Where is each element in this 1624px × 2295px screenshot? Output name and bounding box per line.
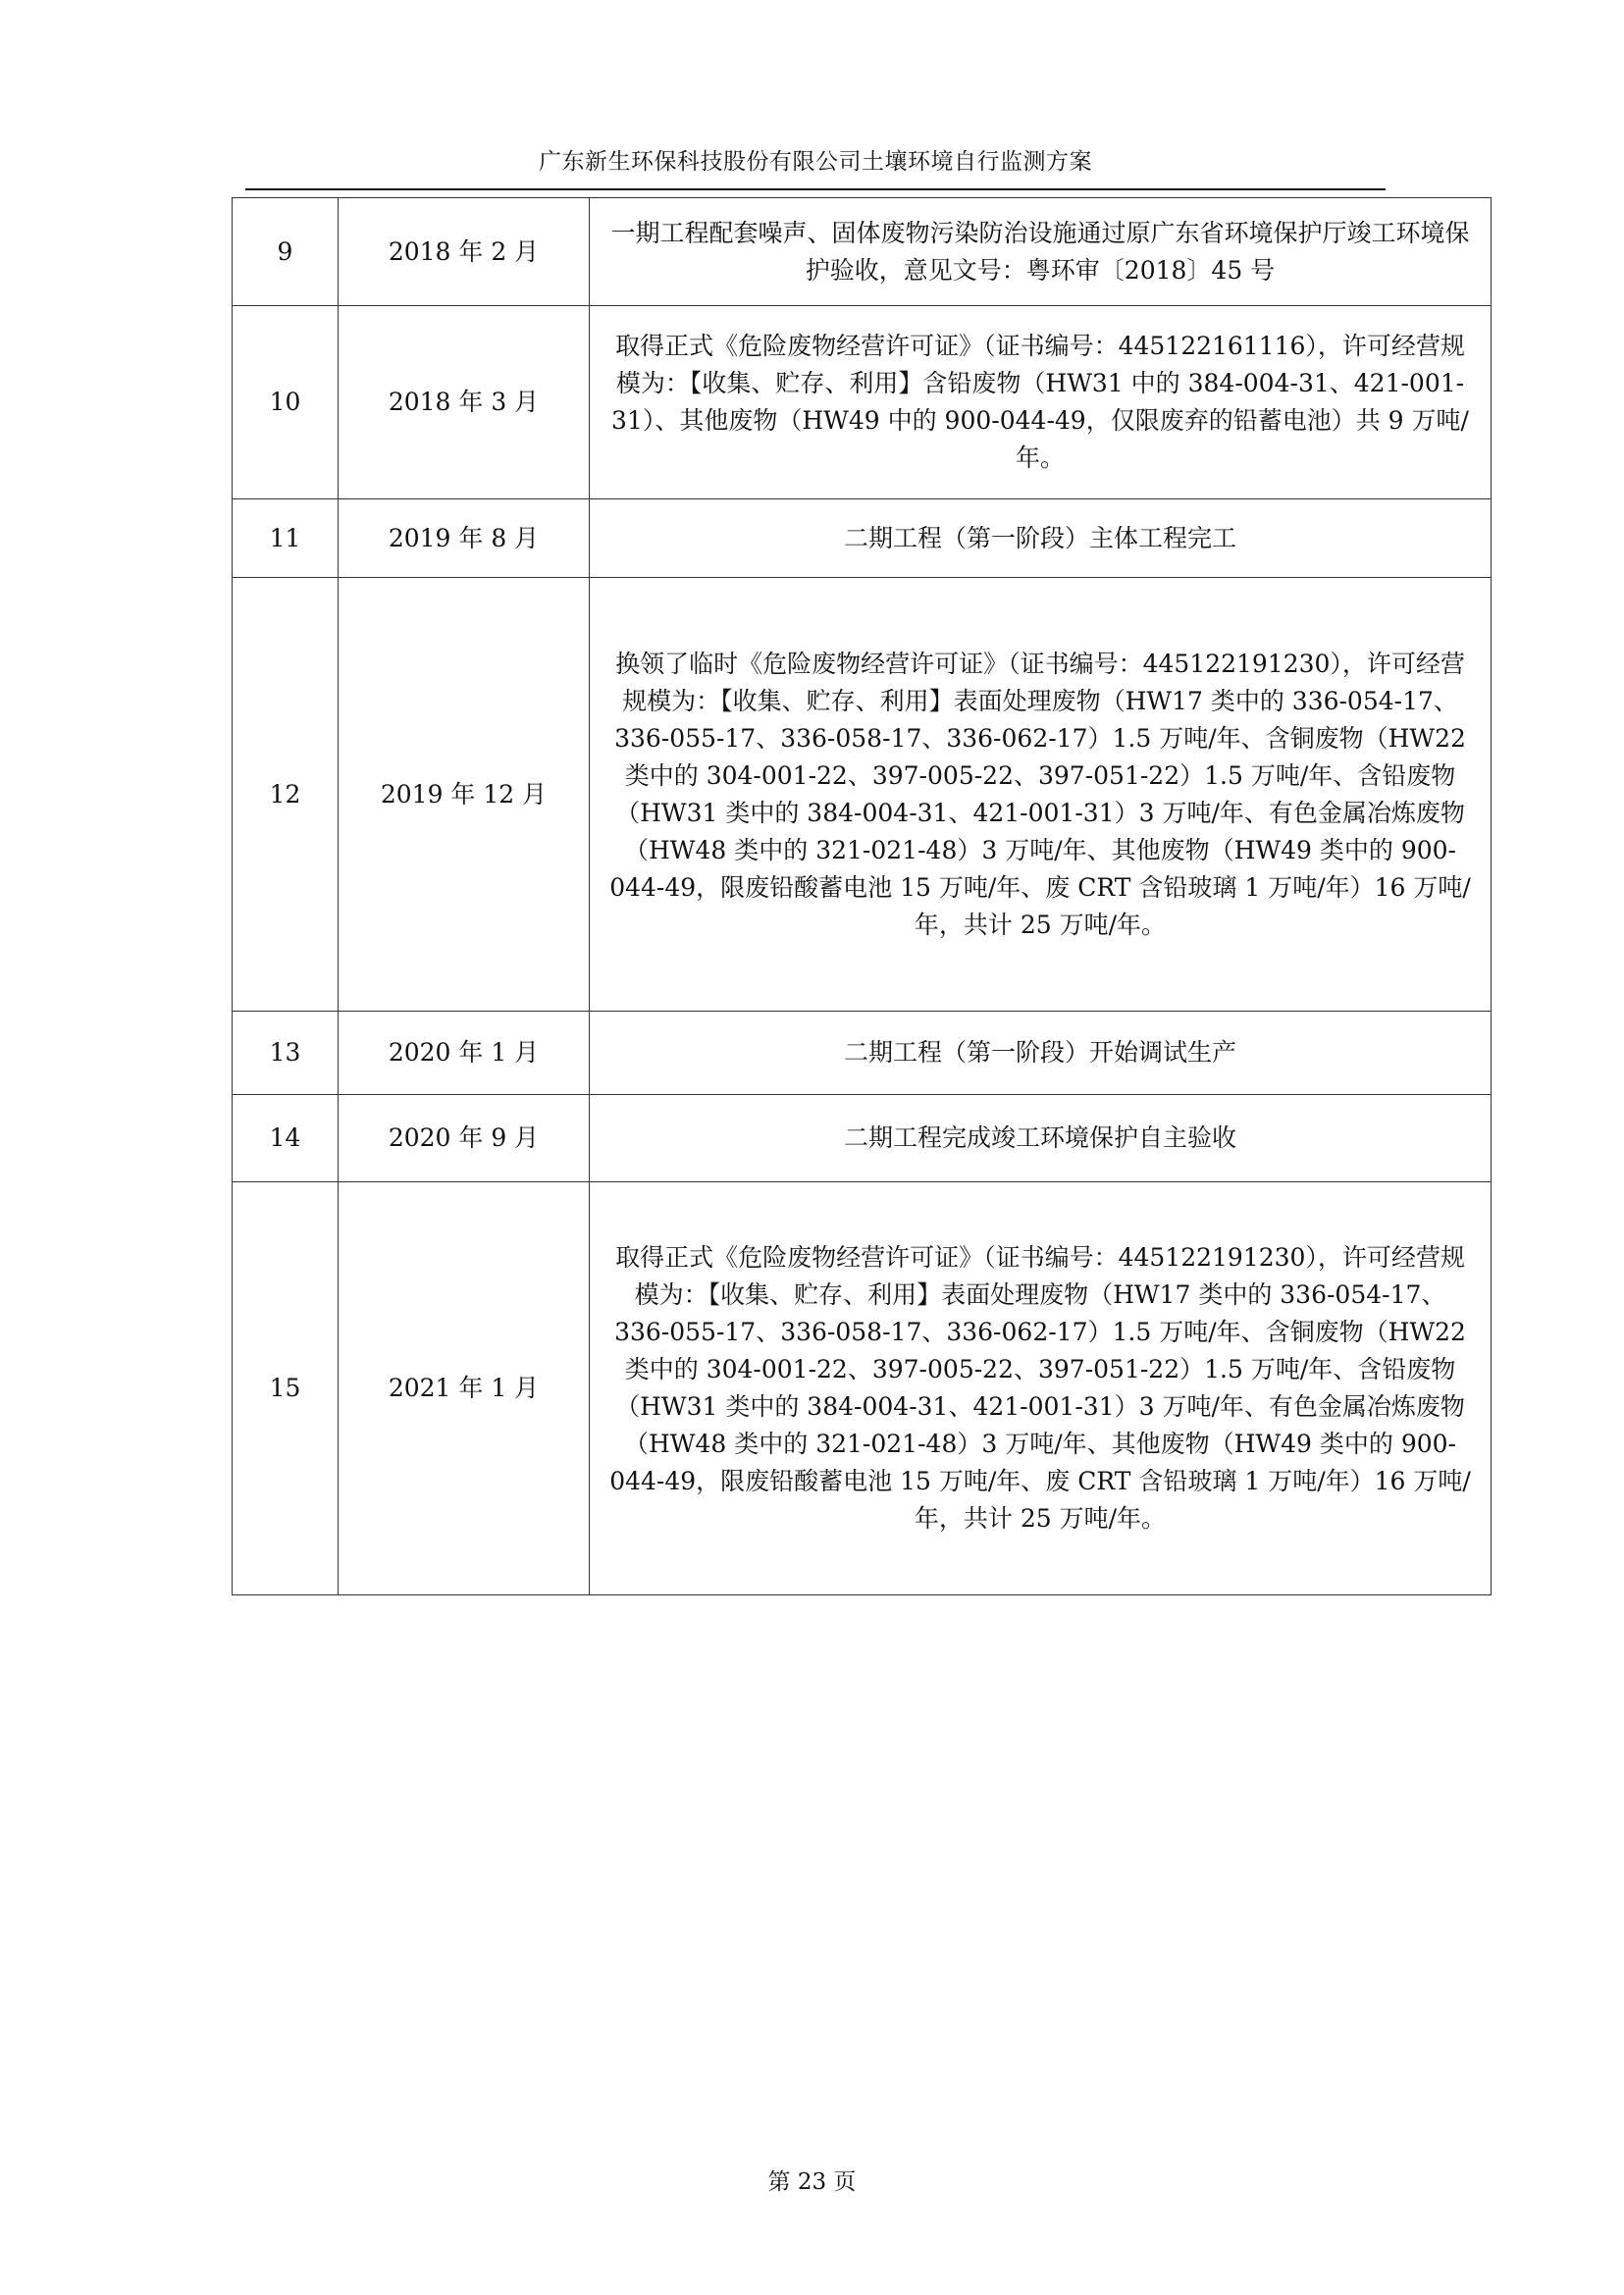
row-date-cell: 2020 年 9 月 bbox=[339, 1095, 590, 1182]
row-seq-cell: 9 bbox=[233, 198, 339, 306]
row-event-text: 取得正式《危险废物经营许可证》（证书编号：445122161116），许可经营规模为：【收集、贮存、利用】含铅废物（HW31 中的 384-004-31、421-001-31）、其他废物（HW49 中的 900-044-49，仅限废弃的铅蓄电池）共 9 万吨/年。 bbox=[611, 332, 1469, 472]
row-date-cell: 2018 年 2 月 bbox=[339, 198, 590, 306]
row-event-text: 换领了临时《危险废物经营许可证》（证书编号：445122191230），许可经营规模为：【收集、贮存、利用】表面处理废物（HW17 类中的 336-054-17、336-055-17、336-058-17、336-062-17）1.5 万吨/年、含铜废物（HW22 类中的 304-001-22、397-005-22、397-051-22）1.5 万吨/年、含铅废物（HW31 类中的 384-004-31、421-001-31）3 万吨/年、有色金属冶炼废物（HW48 类中的 321-021-48）3 万吨/年、其他废物（HW49 类中的 900-044-49，限废铅酸蓄电池 15 万吨/年、废 CRT 含铅玻璃 1 万吨/年）16 万吨/年，共计 25 万吨/年。 bbox=[609, 649, 1471, 939]
row-event-cell bbox=[590, 1182, 1492, 1595]
row-event-cell bbox=[590, 1012, 1492, 1095]
row-seq-cell: 11 bbox=[233, 499, 339, 578]
row-date-cell: 2019 年 8 月 bbox=[339, 499, 590, 578]
row-event-text: 二期工程（第一阶段）主体工程完工 bbox=[843, 523, 1236, 552]
row-seq-cell: 15 bbox=[233, 1182, 339, 1595]
table-row bbox=[233, 1182, 1492, 1595]
row-event-cell bbox=[590, 578, 1492, 1012]
row-date-cell: 2019 年 12 月 bbox=[339, 578, 590, 1012]
page-header-title: 广东新生环保科技股份有限公司土壤环境自行监测方案 bbox=[539, 149, 1092, 175]
row-seq-cell: 12 bbox=[233, 578, 339, 1012]
table-row bbox=[233, 306, 1492, 499]
row-date-cell: 2018 年 3 月 bbox=[339, 306, 590, 499]
row-event-text: 二期工程完成竣工环境保护自主验收 bbox=[843, 1123, 1236, 1152]
table-row bbox=[233, 578, 1492, 1012]
row-event-cell bbox=[590, 1095, 1492, 1182]
table-row bbox=[233, 1095, 1492, 1182]
row-event-cell bbox=[590, 306, 1492, 499]
row-event-text: 一期工程配套噪声、固体废物污染防治设施通过原广东省环境保护厅竣工环境保护验收，意见文号：粤环审〔2018〕45 号 bbox=[610, 218, 1470, 285]
page-number: 第 23 页 bbox=[767, 2169, 857, 2195]
row-event-text: 取得正式《危险废物经营许可证》（证书编号：445122191230），许可经营规模为：【收集、贮存、利用】表面处理废物（HW17 类中的 336-054-17、336-055-17、336-058-17、336-062-17）1.5 万吨/年、含铜废物（HW22 类中的 304-001-22、397-005-22、397-051-22）1.5 万吨/年、含铅废物（HW31 类中的 384-004-31、421-001-31）3 万吨/年、有色金属冶炼废物（HW48 类中的 321-021-48）3 万吨/年、其他废物（HW49 类中的 900-044-49，限废铅酸蓄电池 15 万吨/年、废 CRT 含铅玻璃 1 万吨/年）16 万吨/年，共计 25 万吨/年。 bbox=[609, 1243, 1471, 1533]
row-event-text: 二期工程（第一阶段）开始调试生产 bbox=[843, 1038, 1236, 1067]
table-row bbox=[233, 1012, 1492, 1095]
row-seq-cell: 10 bbox=[233, 306, 339, 499]
table-row bbox=[233, 198, 1492, 306]
row-date-cell: 2020 年 1 月 bbox=[339, 1012, 590, 1095]
row-event-cell bbox=[590, 499, 1492, 578]
row-seq-cell: 13 bbox=[233, 1012, 339, 1095]
row-seq-cell: 14 bbox=[233, 1095, 339, 1182]
row-date-cell: 2021 年 1 月 bbox=[339, 1182, 590, 1595]
header-divider bbox=[245, 188, 1386, 190]
project-timeline-table bbox=[232, 197, 1492, 1595]
table-row bbox=[233, 499, 1492, 578]
row-event-cell bbox=[590, 198, 1492, 306]
